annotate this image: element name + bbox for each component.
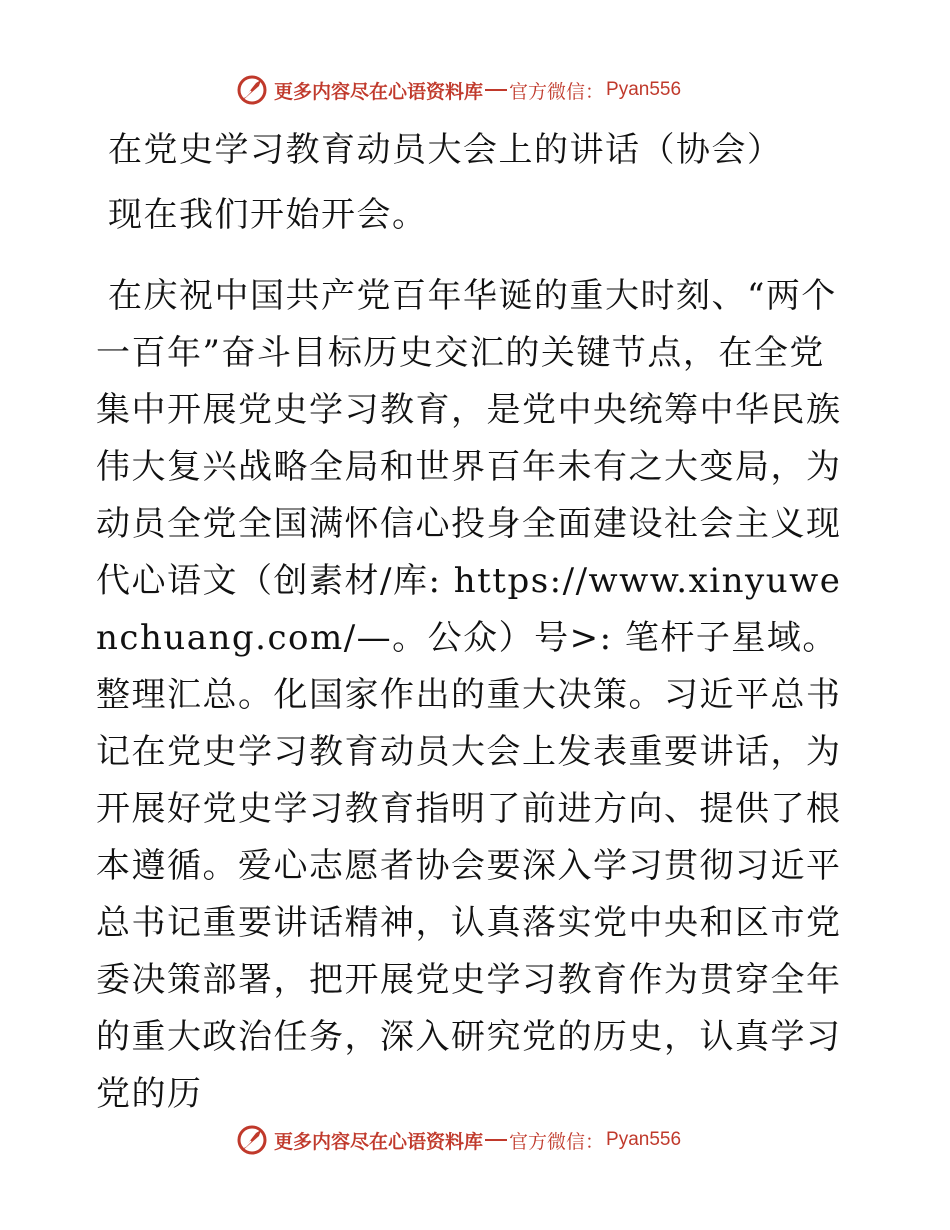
header-site-text: 更多内容尽在心语资料库 [274, 80, 484, 103]
header-banner [236, 72, 681, 108]
header-dash [485, 89, 507, 91]
footer-banner [236, 1122, 681, 1158]
footer-site-text: 更多内容尽在心语资料库 [274, 1130, 484, 1153]
header-wechat-id: Pyan556 [606, 79, 682, 100]
footer-wechat-label: 官方微信： [509, 1130, 605, 1153]
document-body [96, 122, 856, 1123]
footer-wechat-id: Pyan556 [606, 1129, 682, 1150]
document-title: 在党史学习教育动员大会上的讲话（协会） [108, 130, 783, 170]
quill-logo-icon [236, 1124, 268, 1156]
quill-logo-icon [236, 74, 268, 106]
document-opening: 现在我们开始开会。 [108, 195, 428, 235]
header-wechat-label: 官方微信： [509, 80, 605, 103]
footer-dash [485, 1139, 507, 1141]
document-paragraph: 在庆祝中国共产党百年华诞的重大时刻、“两个一百年”奋斗目标历史交汇的关键节点，在全党集中开展党史学习教育，是党中央统筹中华民族伟大复兴战略全局和世界百年未有之大变局，为动员全党全国满怀信心投身全面建设社会主义现代心语文（创素材/库: https://www.xinyuwenchuang.com/—。公众）号>: 笔杆子星域。整理汇总。化国家作出的重大决策。习近平总书记在党史学习教育动员大会上发表重要讲话，为开展好党史学习教育指明了前进方向、提供了根本遵循。爱心志愿者协会要深入学习贯彻习近平总书记重要讲话精神，认真落实党中央和区市党委决策部署，把开展党史学习教育作为贯穿全年的重大政治任务，深入研究党的历史，认真学习党的历 [96, 276, 842, 1114]
